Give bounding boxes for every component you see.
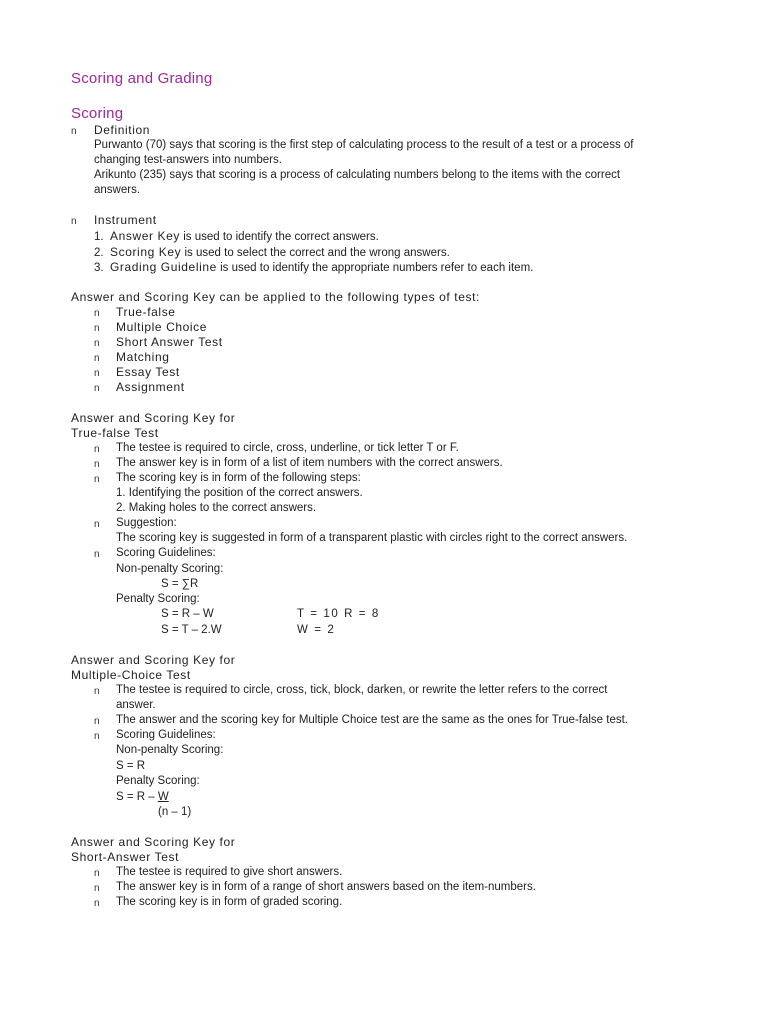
penalty-label: Penalty Scoring: — [116, 593, 200, 605]
bullet-marker: n — [94, 444, 100, 455]
definition-line: changing test-answers into numbers. — [94, 154, 282, 166]
test-type-item: Multiple Choice — [116, 320, 208, 334]
definition-label: Definition — [94, 123, 151, 137]
document-title: Scoring and Grading — [71, 70, 213, 87]
bullet-marker: n — [94, 474, 100, 485]
bullet-marker: n — [94, 686, 100, 697]
multiple-point-cont: answer. — [116, 699, 156, 711]
nonpenalty-label: Non-penalty Scoring: — [116, 563, 224, 575]
example-values: T = 10 R = 8 — [297, 608, 380, 620]
multiple-heading: Answer and Scoring Key for — [71, 653, 236, 667]
truefalse-point: The testee is required to circle, cross, underline, or tick letter T or F. — [116, 442, 459, 454]
bullet-marker: n — [94, 459, 100, 470]
multiple-heading-sub: Multiple-Choice Test — [71, 668, 191, 682]
bullet-marker: n — [94, 716, 100, 727]
bullet-marker: n — [71, 216, 77, 227]
instrument-item — [94, 229, 379, 245]
bullet-marker: n — [94, 898, 100, 909]
bullet-marker: n — [94, 883, 100, 894]
item-text: is used to select the correct and the wrong answers. — [181, 247, 450, 259]
definition-line: Arikunto (235) says that scoring is a process of calculating numbers belong to the items with the correct — [94, 169, 621, 181]
bullet-marker: n — [94, 323, 100, 334]
bullet-marker: n — [94, 549, 100, 560]
multiple-point: Scoring Guidelines: — [116, 729, 216, 741]
bullet-marker: n — [94, 383, 100, 394]
penalty-label: Penalty Scoring: — [116, 775, 200, 787]
truefalse-point: Scoring Guidelines: — [116, 547, 216, 559]
bullet-marker: n — [94, 338, 100, 349]
test-type-item: Essay Test — [116, 365, 180, 379]
truefalse-suggestion-text: The scoring key is suggested in form of a transparent plastic with circles right to the correct answers. — [116, 532, 628, 544]
bullet-marker: n — [94, 519, 100, 530]
formula-numerator: W — [157, 791, 169, 803]
item-text: is used to identify the appropriate numbers refer to each item. — [216, 262, 534, 274]
section-title-scoring: Scoring — [71, 105, 124, 122]
truefalse-point: The scoring key is in form of the following steps: — [116, 472, 361, 484]
item-term: Grading Guideline — [109, 260, 217, 274]
bullet-marker: n — [94, 368, 100, 379]
multiple-point: The answer and the scoring key for Multiple Choice test are the same as the ones for True-false test. — [116, 714, 629, 726]
item-number: 1. — [94, 231, 104, 243]
truefalse-heading-sub: True-false Test — [71, 426, 159, 440]
shortanswer-point: The answer key is in form of a range of short answers based on the item-numbers. — [116, 881, 536, 893]
shortanswer-heading-sub: Short-Answer Test — [71, 850, 180, 864]
multiple-point: The testee is required to circle, cross, tick, block, darken, or rewrite the letter refers to the correct — [116, 684, 608, 696]
bullet-marker: n — [94, 308, 100, 319]
penalty-formula — [116, 790, 169, 805]
bullet-marker: n — [94, 868, 100, 879]
definition-line: Purwanto (70) says that scoring is the first step of calculating process to the result of a test or a process of — [94, 139, 634, 151]
definition-line: answers. — [94, 184, 141, 196]
truefalse-point: Suggestion: — [116, 517, 177, 529]
bullet-marker: n — [71, 126, 77, 137]
item-term: Scoring Key — [109, 245, 182, 259]
truefalse-substep: 1. Identifying the position of the correct answers. — [116, 487, 363, 499]
test-type-item: True-false — [116, 305, 176, 319]
test-type-item: Assignment — [116, 380, 185, 394]
test-type-item: Short Answer Test — [116, 335, 223, 349]
penalty-formula: S = R – W — [161, 608, 214, 620]
truefalse-substep: 2. Making holes to the correct answers. — [116, 502, 317, 514]
nonpenalty-formula: S = R — [116, 760, 146, 772]
instrument-item — [94, 260, 533, 276]
truefalse-point: The answer key is in form of a list of item numbers with the correct answers. — [116, 457, 503, 469]
formula-prefix: S = R – — [116, 791, 158, 803]
nonpenalty-formula: S = ∑R — [161, 578, 199, 590]
shortanswer-point: The testee is required to give short answers. — [116, 866, 343, 878]
penalty-formula: S = T – 2.W — [161, 624, 222, 636]
types-heading: Answer and Scoring Key can be applied to the following types of test: — [71, 290, 480, 304]
formula-denominator: (n – 1) — [158, 806, 192, 818]
instrument-item — [94, 245, 450, 261]
item-number: 2. — [94, 247, 104, 259]
test-type-item: Matching — [116, 350, 170, 364]
bullet-marker: n — [94, 353, 100, 364]
instrument-label: Instrument — [94, 213, 157, 227]
item-text: is used to identify the correct answers. — [180, 231, 379, 243]
shortanswer-point: The scoring key is in form of graded scoring. — [116, 896, 343, 908]
nonpenalty-label: Non-penalty Scoring: — [116, 744, 224, 756]
shortanswer-heading: Answer and Scoring Key for — [71, 835, 236, 849]
item-number: 3. — [94, 262, 104, 274]
example-values: W = 2 — [297, 624, 336, 636]
bullet-marker: n — [94, 731, 100, 742]
truefalse-heading: Answer and Scoring Key for — [71, 411, 236, 425]
item-term: Answer Key — [109, 229, 181, 243]
